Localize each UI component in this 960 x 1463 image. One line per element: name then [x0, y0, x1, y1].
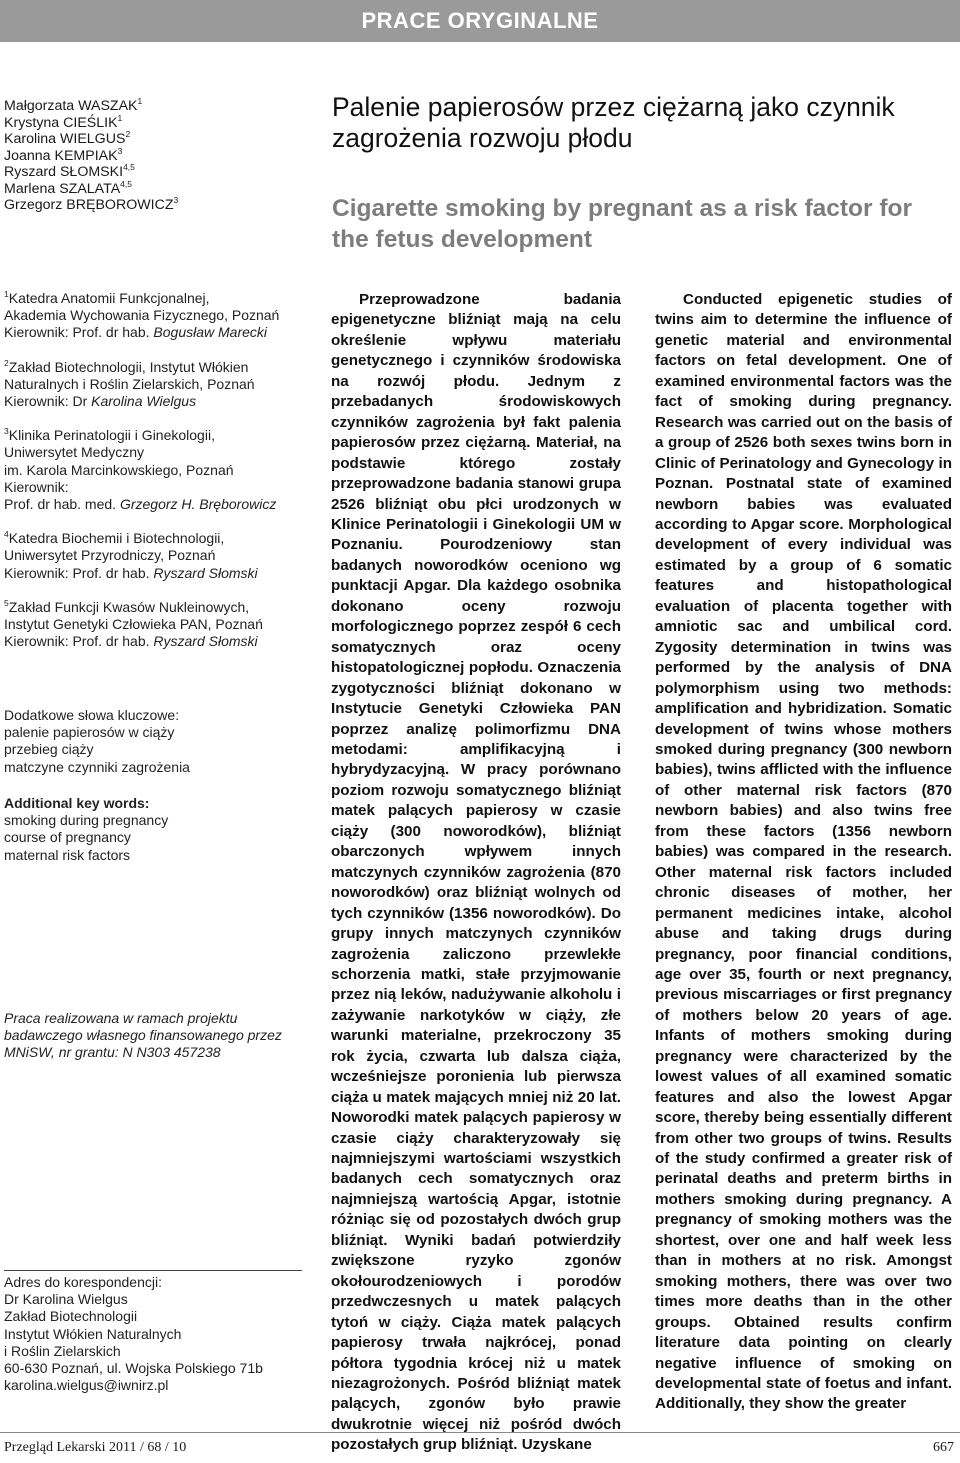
email[interactable]: karolina.wielgus@iwnirz.pl	[4, 1377, 169, 1394]
affiliation: $^1$Katedra Anatomii Funkcjonalnej, Akademia Wychowania Fizycznego, Poznań Kierownik: Prof. dr hab. Bogusław Marecki	[4, 289, 280, 341]
article-title-polish: Palenie papierosów przez ciężarną jako czynnik zagrożenia rozwoju płodu	[332, 92, 895, 153]
keyword: maternal risk factors	[4, 846, 131, 863]
affiliation: $^5$Zakład Funkcji Kwasów Nukleinowych, Instytut Genetyki Człowieka PAN, Poznań Kierownik: Prof. dr hab. Ryszard Słomski	[4, 597, 263, 650]
author: Krystyna CIEŚLIK$^1$	[4, 112, 123, 131]
affiliation: $^2$Zakład Biotechnologii, Instytut Włókien Naturalnych i Roślin Zielarskich, Poznań Kierownik: Dr Karolina Wielgus	[4, 357, 255, 410]
abstract-polish: Przeprowadzone badania epigenetyczne bliźniąt mają na celu określenie wpływu materiału genetycznego i czynników środowiska na rozwój płodu. Jednym z przebadanych środowiskowych czynników zagrożenia był fakt palenia papierosów przez ciężarną. Materiał, na podstawie którego zostały przeprowadzone badania stanowi grupa 2526 bliźniąt obu płci urodzonych w Klinice Perinatologii i Ginekologii UM w Poznaniu. Pourodzeniowy stan badanych noworodków oceniono wg punktacji Apgar. Dla każdego osobnika dokonano oceny rozwoju morfologicznego poprzez zespół 6 cech somatycznych oraz oceny histopatologicznej popłodu. Oznaczenia zygotyczności bliźniąt dokonano w Instytucie Genetyki Człowieka PAN poprzez analizę polimorfizmu DNA metodami: amplifikacyjną i hybrydyzacyjną. W pracy porównano poziom rozwoju somatycznego bliźniąt matek palących papierosy w czasie ciąży (300 noworodków), bliźniąt obarczonych wpływem innych matczynych czynników zagrożenia (870 noworodków) oraz bliźniąt wolnych od tych czynników (1356 noworodków). Do grupy innych matczynych czynników zagrożenia zaliczono przewlekłe schorzenia matki, stałe przyjmowanie przez nią leków, nadużywanie alkoholu i zażywanie narkotyków w ciąży, złe warunki materialne, przekroczony 35 rok życia, czwarta lub dalsza ciąża, wcześniejsze poronienia lub pierwsza ciąża u matek mających mniej niż 20 lat. Noworodki matek palących papierosy w czasie ciąży charakteryzowały się najmniejszymi wartościami wszystkich badanych cech somatycznych oraz najmniejszą wartością Apgar, istotnie różniąc się od pozostałych dwóch grup bliźniąt. Wyniki badań potwierdziły zwiększone ryzyko zgonów okołourodzeniowych i porodów przedwczesnych u matek palących tytoń w ciąży. Ciąża matek palących papierosy trwała najkrócej, ponad półtora tygodnia krócej niż u matek niezagrożonych. Pośród bliźniąt matek palących, zgonów było prawie dwukrotnie więcej niż pośród dwóch pozostałych grup bliźniąt. Uzyskane	[331, 291, 621, 1454]
keywords-heading: Dodatkowe słowa kluczowe:	[4, 707, 180, 723]
keyword: smoking during pregnancy	[4, 812, 169, 829]
author: Ryszard SŁOMSKI$^{4,5}$	[4, 162, 135, 180]
page-number: 667	[933, 1440, 954, 1455]
keywords-heading: Additional key words:	[4, 795, 150, 811]
author: Joanna KEMPIAK$^3$	[4, 145, 123, 164]
author: Małgorzata WASZAK$^1$	[4, 96, 143, 114]
affiliations	[4, 290, 304, 650]
affiliation: $^4$Katedra Biochemii i Biotechnologii, Uniwersytet Przyrodniczy, Poznań Kierownik: Prof. dr hab. Ryszard Słomski	[4, 529, 258, 581]
article-title-english: Cigarette smoking by pregnant as a risk factor for the fetus development	[332, 195, 912, 253]
correspondence-address: Adres do korespondencji: Dr Karolina Wielgus Zakład Biotechnologii Instytut Włókien Naturalnych i Roślin Zielarskich 60-630 Poznań, ul. Wojska Polskiego 71b karolina.wielgus@iwnirz.pl	[4, 1274, 304, 1394]
keywords-polish	[4, 707, 304, 776]
author: Marlena SZALATA$^{4,5}$	[4, 178, 132, 197]
keyword: matczyne czynniki zagrożenia	[4, 758, 190, 775]
project-funding-note: Praca realizowana w ramach projektu badawczego własnego finansowanego przez MNiSW, nr grantu: N N303 457238	[4, 1010, 282, 1061]
keyword: course of pregnancy	[4, 829, 131, 846]
keyword: palenie papierosów w ciąży	[4, 724, 175, 741]
keywords-english	[4, 795, 304, 864]
author-list	[4, 98, 314, 214]
author: Karolina WIELGUS$^2$	[4, 129, 131, 147]
journal-citation: Przegląd Lekarski 2011 / 68 / 10	[4, 1440, 187, 1455]
affiliation: $^3$Klinika Perinatologii i Ginekologii, Uniwersytet Medyczny im. Karola Marcinkowskiego, Poznań Kierownik: Prof. dr hab. med. Grzegorz H. Bręborowicz	[4, 426, 277, 513]
abstract-english: Conducted epigenetic studies of twins aim to determine the influence of genetic material and environmental factors on fetal development. One of examined environmental factors was the fact of smoking during pregnancy. Research was carried out on the basis of a group of 2526 both sexes twins born in Clinic of Perinatology and Gynecology in Poznan. Postnatal state of examined newborn babies was evaluated according to Apgar score. Morphological development of every individual was estimated by a group of 6 somatic features and histopathological evaluation of placenta together with amniotic sac and umbilical cord. Zygosity determination in twins was performed by the analysis of DNA polymorphism using two methods: amplification and hybridization. Somatic development of twins whose mothers smoked during pregnancy (300 newborn babies), twins afflicted with the influence of other maternal risk factors (870 newborn babies) and also twins free from these factors (1356 newborn babies) was compared in the research. Other maternal risk factors included chronic diseases of mother, her permanent medicines intake, alcohol abuse and taking drugs during pregnancy, poor financial conditions, age over 35, fourth or next pregnancy, previous miscarriages or first pregnancy of mothers below 20 years of age. Infants of mothers smoking during pregnancy were characterized by the lowest values of all examined somatic features and also the lowest Apgar score, thereby being essentially different from other two groups of twins. Results of the study confirmed a greater risk of perinatal deaths and preterm births in mothers smoking during pregnancy. A pregnancy of smoking mothers was the shortest, over one and half week less than in mothers at no risk. Amongst smoking mothers, there was over two times more deaths than in the other groups. Obtained results confirm literature data pointing on clearly negative influence of smoking on developmental state of foetus and infant. Additionally, they show the greater	[655, 291, 952, 1413]
keyword: przebieg ciąży	[4, 741, 94, 758]
section-banner: PRACE ORYGINALNE	[0, 0, 960, 42]
author: Grzegorz BRĘBOROWICZ$^3$	[4, 195, 179, 213]
footer-divider	[0, 1432, 960, 1433]
address-divider	[4, 1270, 302, 1271]
